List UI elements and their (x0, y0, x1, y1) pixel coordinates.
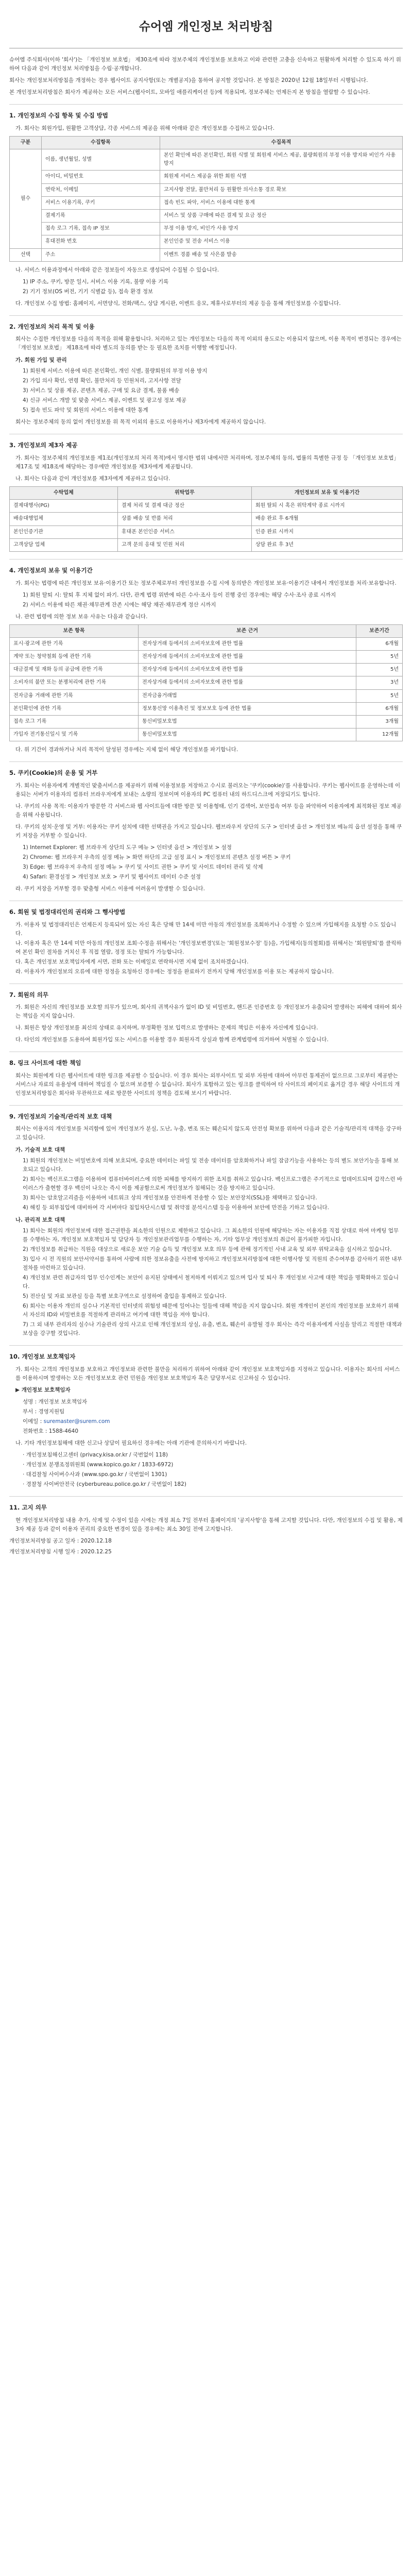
section-11-paragraph: 현 개인정보처리방침 내용 추가, 삭제 및 수정이 있을 시에는 개정 최소 7일 전부터 홈페이지의 '공지사항'을 통해 고지할 것입니다. 다만, 개인정보의 수집 및 활용, 제3자 제공 등과 같이 이용자 권리의 중요한 변경이 있을 경우에는 최소 30일 전에 고지합니다. (15, 1517, 403, 1532)
table-cell: 전자금융 거래에 관한 기록 (10, 689, 139, 702)
officer-dept: 경영지원팀 (38, 1409, 65, 1415)
section-divider (9, 104, 403, 105)
list-item: 1) 회원 탈퇴 시: 탈퇴 후 지체 없이 파기. 다만, 관계 법령 위반에 따른 수사·조사 등이 진행 중인 경우에는 해당 수사·조사 종료 시까지 (23, 591, 336, 598)
section-5-paragraph-2: 나. 쿠키의 사용 목적: 이용자가 방문한 각 서비스와 웹 사이트들에 대한 방문 및 이용형태, 인기 검색어, 보안접속 여부 등을 파악하여 이용자에게 최적화된 정보 제공을 위해 사용됩니다. (15, 803, 402, 818)
section-10-paragraph-1: 가. 회사는 고객의 개인정보를 보호하고 개인정보와 관련한 불만을 처리하기 위하여 아래와 같이 개인정보 보호책임자를 지정하고 있습니다. 이용자는 회사의 서비스를 이용하시며 발생하는 모든 개인정보보호 관련 민원을 개인정보 보호책임자 혹은 담당부서로 신고하실 수 있습니다. (15, 1366, 400, 1381)
section-7-title: 7. 회원의 의무 (9, 991, 48, 998)
list-item: 다. 혹은 개인정보 보호책임자에게 서면, 전화 또는 이메일로 연락하시면 지체 없이 조치하겠습니다. (15, 958, 249, 965)
table-cell: 전자상거래 등에서의 소비자보호에 관한 법률 (139, 664, 356, 676)
table-cell: 접속 로그 기록, 접속 IP 정보 (42, 223, 160, 235)
list-item: 2) 회사는 백신프로그램을 이용하여 컴퓨터바이러스에 의한 피해를 방지하기 위한 조치를 취하고 있습니다. 백신프로그램은 주기적으로 업데이트되며 갑작스런 바이러스가 출현할 경우 백신이 나오는 즉시 이를 제공함으로써 개인정보가 침해되는 것을 방지하고 있습니다. (23, 1176, 402, 1192)
technical-measures-list (9, 1157, 403, 1212)
list-item: 6) 회사는 이용자 개인의 실수나 기본적인 인터넷의 위험성 때문에 일어나는 일들에 대해 책임을 지지 않습니다. 회원 개개인이 본인의 개인정보를 보호하기 위해서 자신의 ID와 비밀번호를 적절하게 관리하고 여기에 대한 책임을 져야 합니다. (23, 1303, 399, 1318)
table-row (10, 702, 403, 715)
table-row (10, 183, 403, 196)
section-purpose (9, 322, 403, 427)
table-cell: 3개월 (356, 715, 403, 728)
agency-list (9, 1451, 403, 1489)
section-8-title: 8. 링크 사이트에 대한 책임 (9, 1059, 81, 1067)
section-1-paragraph: 가. 회사는 회원가입, 원활한 고객상담, 각종 서비스의 제공을 위해 아래와 같은 개인정보를 수집하고 있습니다. (15, 125, 275, 131)
table-cell: 서비스 이용기록, 쿠키 (42, 196, 160, 209)
table-row (10, 728, 403, 741)
table-cell: 계약 또는 청약철회 등에 관한 기록 (10, 650, 139, 663)
table-cell: 접속 로그 기록 (10, 715, 139, 728)
table-cell: 대금결제 및 재화 등의 공급에 관한 기록 (10, 664, 139, 676)
list-item: 나. 이용자 혹은 만 14세 미만 아동의 개인정보 조회·수정을 위해서는 '개인정보변경'(또는 '회원정보수정' 등)을, 가입해지(동의철회)를 위해서는 '회원탈퇴'를 클릭하여 본인 확인 절차를 거치신 후 직접 열람, 정정 또는 탈퇴가 가능합니다. (15, 940, 402, 955)
table-cell: 통신비밀보호법 (139, 728, 356, 741)
table-cell: 5년 (356, 689, 403, 702)
table-cell: 아이디, 비밀번호 (42, 171, 160, 183)
table-header-row (10, 136, 403, 149)
table-cell: 서비스 및 상품 구매에 따른 결제 및 요금 정산 (160, 210, 403, 223)
section-10-paragraph-2: 나. 기타 개인정보침해에 대한 신고나 상담이 필요하신 경우에는 아래 기관에 문의하시기 바랍니다. (15, 1440, 247, 1446)
effective-date-line (9, 1548, 403, 1556)
section-9-paragraph: 회사는 이용자의 개인정보를 처리함에 있어 개인정보가 분실, 도난, 누출, 변조 또는 훼손되지 않도록 안전성 확보를 위하여 다음과 같은 기술적/관리적 대책을 강구하고 있습니다. (15, 1126, 402, 1141)
table-cell: 배송대행업체 (10, 513, 118, 526)
section-11-title: 11. 고지 의무 (9, 1504, 47, 1511)
list-item: 2) 개인정보를 취급하는 직원을 대상으로 새로운 보안 기술 습득 및 개인정보 보호 의무 등에 관해 정기적인 사내 교육 및 외부 위탁교육을 실시하고 있습니다. (23, 1246, 392, 1253)
table-cell: 휴대전화 번호 (42, 235, 160, 248)
collection-items-table (9, 136, 403, 262)
agency-item: · 개인정보 분쟁조정위원회 (www.kopico.go.kr / 1833-6972) (23, 1462, 174, 1468)
officer-contact-list (9, 1398, 403, 1436)
list-item: 2) 기기 정보(OS 버전, 기기 식별값 등), 접속 환경 정보 (23, 288, 153, 295)
table-cell: 본인확인에 관한 기록 (10, 702, 139, 715)
section-9-title: 9. 개인정보의 기술적/관리적 보호 대책 (9, 1112, 112, 1120)
table-cell: 전자상거래 등에서의 소비자보호에 관한 법률 (139, 637, 356, 650)
table-cell: 이벤트 경품 배송 및 사은품 발송 (160, 248, 403, 261)
table-cell: 인증 완료 시까지 (252, 526, 403, 538)
table-row (10, 676, 403, 689)
table-cell: 전자상거래 등에서의 소비자보호에 관한 법률 (139, 650, 356, 663)
effective-date-label: 개인정보처리방침 시행 일자 : (9, 1548, 79, 1555)
officer-dept-label: 부서 : (23, 1409, 37, 1415)
intro-paragraph-3: 본 개인정보처리방침은 회사가 제공하는 모든 서비스(웹사이트, 모바일 애플리케이션 등)에 적용되며, 정보주체는 언제든지 본 방침을 열람할 수 있습니다. (9, 89, 370, 96)
table-cell: 이름, 생년월일, 성별 (42, 149, 160, 171)
retention-list (9, 591, 403, 609)
page-title: 슈어엠 개인정보 처리방침 (139, 20, 273, 33)
announce-date: 2020.12.18 (80, 1537, 112, 1544)
table-cell: 결제기록 (42, 210, 160, 223)
table-cell: 정보통신망 이용촉진 및 정보보호 등에 관한 법률 (139, 702, 356, 715)
table-cell: 결제 처리 및 결제 대금 정산 (118, 500, 252, 513)
agency-item: · 대검찰청 사이버수사과 (www.spo.go.kr / 국번없이 1301) (23, 1471, 167, 1478)
purpose-list (9, 367, 403, 415)
group-cell-required: 필수 (10, 149, 42, 249)
list-item: 라. 이용자가 개인정보의 오류에 대한 정정을 요청하신 경우에는 정정을 완료하기 전까지 당해 개인정보를 이용 또는 제공하지 않습니다. (15, 968, 334, 975)
list-item: 3) 서비스 및 상품 제공, 콘텐츠 제공, 구매 및 요금 결제, 물품 배송 (23, 387, 180, 394)
table-cell: 5년 (356, 664, 403, 676)
list-item: 1) 회원의 개인정보는 비밀번호에 의해 보호되며, 중요한 데이터는 파일 및 전송 데이터를 암호화하거나 파일 잠금기능을 사용하는 등의 별도 보안기능을 통해 보호되고 있습니다. (23, 1158, 399, 1173)
table-cell: 접속 빈도 파악, 서비스 이용에 대한 통계 (160, 196, 403, 209)
agency-item: · 경찰청 사이버안전국 (cyberbureau.police.go.kr / 국번없이 182) (23, 1481, 186, 1487)
section-3-paragraph-2: 나. 회사는 다음과 같이 개인정보를 제3자에게 제공하고 있습니다. (15, 476, 170, 482)
list-item: 5) 접속 빈도 파악 및 회원의 서비스 이용에 대한 통계 (23, 407, 148, 414)
table-row (10, 210, 403, 223)
section-1-note-2: 다. 개인정보 수집 방법: 홈페이지, 서면양식, 전화/팩스, 상담 게시판, 이벤트 응모, 제휴사로부터의 제공 등을 통해 개인정보를 수집합니다. (15, 300, 341, 307)
table-cell: 배송 완료 후 6개월 (252, 513, 403, 526)
officer-email-row (23, 1417, 403, 1426)
list-item: 4) 신규 서비스 개발 및 맞춤 서비스 제공, 이벤트 및 광고성 정보 제공 (23, 397, 186, 404)
table-cell: 3년 (356, 676, 403, 689)
table-cell: 부정 이용 방지, 비인가 사용 방지 (160, 223, 403, 235)
section-divider (9, 315, 403, 316)
section-3-paragraph-1: 가. 회사는 정보주체의 개인정보를 제1조(개인정보의 처리 목적)에서 명시한 범위 내에서만 처리하며, 정보주체의 동의, 법률의 특별한 규정 등 「개인정보 보호법」 제17조 및 제18조에 해당하는 경우에만 개인정보를 제3자에게 제공합니다. (15, 455, 399, 470)
table-cell: 회원제 서비스 제공을 위한 회원 식별 (160, 171, 403, 183)
table-row (10, 664, 403, 676)
section-2-paragraph: 회사는 수집한 개인정보를 다음의 목적을 위해 활용합니다. 처리하고 있는 개인정보는 다음의 목적 이외의 용도로는 이용되지 않으며, 이용 목적이 변경되는 경우에는 「개인정보 보호법」 제18조에 따라 별도의 동의를 받는 등 필요한 조치를 이행할 예정입니다. (15, 336, 402, 351)
table-row (10, 538, 403, 551)
table-cell: 6개월 (356, 702, 403, 715)
section-cookies (9, 768, 403, 893)
section-retention (9, 566, 403, 754)
table-cell: 상담 완료 후 3년 (252, 538, 403, 551)
section-third-party (9, 440, 403, 552)
table-cell: 고객 문의 응대 및 민원 처리 (118, 538, 252, 551)
intro-paragraph-2: 회사는 개인정보처리방침을 개정하는 경우 웹사이트 공지사항(또는 개별공지)을 통하여 공지할 것입니다. 본 방침은 2020년 12월 18일부터 시행됩니다. (9, 77, 368, 84)
table-header-cell: 개인정보의 보유 및 이용기간 (252, 487, 403, 500)
officer-name-row (23, 1398, 403, 1406)
table-cell: 회원 탈퇴 시 혹은 위탁계약 종료 시까지 (252, 500, 403, 513)
section-10-title: 10. 개인정보 보호책임자 (9, 1353, 76, 1361)
table-row (10, 248, 403, 261)
table-cell: 고지사항 전달, 불만처리 등 원활한 의사소통 경로 확보 (160, 183, 403, 196)
table-header-cell: 보존 항목 (10, 624, 139, 637)
table-cell: 주소 (42, 248, 160, 261)
section-7-paragraph-1: 가. 회원은 자신의 개인정보를 보호할 의무가 있으며, 회사의 귀책사유가 없이 ID 및 비밀번호, 핸드폰 인증번호 등 개인정보가 유출되어 발생하는 피해에 대하여 회사는 책임을 지지 않습니다. (15, 1004, 402, 1020)
section-2-closing: 회사는 정보주체의 동의 없이 개인정보를 위 목적 이외의 용도로 이용하거나 제3자에게 제공하지 않습니다. (15, 419, 266, 426)
officer-name-label: 성명 : (23, 1399, 37, 1405)
table-cell: 연락처, 이메일 (42, 183, 160, 196)
list-item: 3) 입사 시 전 직원의 보안서약서를 통하여 사람에 의한 정보유출을 사전에 방지하고 개인정보처리방침에 대한 이행사항 및 직원의 준수여부를 감사하기 위한 내부절차를 마련하고 있습니다. (23, 1256, 402, 1272)
table-cell: 전자상거래 등에서의 소비자보호에 관한 법률 (139, 676, 356, 689)
table-row (10, 689, 403, 702)
section-divider (9, 559, 403, 560)
section-4-paragraph-2: 나. 관련 법령에 의한 정보 보유 사유는 다음과 같습니다. (15, 613, 148, 620)
table-cell: 통신비밀보호법 (139, 715, 356, 728)
cookie-settings-list (9, 843, 403, 882)
table-cell: 결제대행사(PG) (10, 500, 118, 513)
table-cell: 6개월 (356, 637, 403, 650)
list-item: 5) 전산실 및 자료 보관실 등을 특별 보호구역으로 설정하여 출입을 통제하고 있습니다. (23, 1293, 227, 1300)
table-header-cell: 위탁업무 (118, 487, 252, 500)
administrative-measures-list (9, 1227, 403, 1338)
section-divider (9, 761, 403, 762)
agency-item: · 개인정보침해신고센터 (privacy.kisa.or.kr / 국번없이 118) (23, 1452, 168, 1458)
section-4-paragraph-1: 가. 회사는 법령에 따른 개인정보 보유·이용기간 또는 정보주체로부터 개인정보를 수집 시에 동의받은 개인정보 보유·이용기간 내에서 개인정보를 처리·보유합니다. (15, 580, 397, 586)
section-divider (9, 1345, 403, 1346)
officer-phone-label: 전화번호 : (23, 1428, 47, 1434)
section-8-paragraph: 회사는 회원에게 다른 웹사이트에 대한 링크를 제공할 수 있습니다. 이 경우 회사는 외부사이트 및 외부 자원에 대하여 아무런 통제권이 없으므로 그로부터 제공받는 서비스나 자료의 유용성에 대하여 책임질 수 없으며 보증할 수 없습니다. 회사가 포함하고 있는 링크를 클릭하여 타 사이트의 페이지로 옮겨갈 경우 해당 사이트의 개인정보처리방침은 회사와 무관하므로 새로 방문한 사이트의 정책을 검토해 보시기 바랍니다. (15, 1072, 400, 1096)
list-item: 2) Chrome: 웹 브라우저 우측의 설정 메뉴 > 화면 하단의 고급 설정 표시 > 개인정보의 콘텐츠 설정 버튼 > 쿠키 (23, 854, 291, 860)
table-header-cell: 보존 근거 (139, 624, 356, 637)
table-row (10, 637, 403, 650)
section-7-paragraph-3: 다. 타인의 개인정보를 도용하여 회원가입 또는 서비스를 이용할 경우 회원자격 상실과 함께 관계법령에 의거하여 처벌될 수 있습니다. (15, 1037, 329, 1043)
list-item: 1) 회사는 회원의 개인정보에 대한 접근권한을 최소한의 인원으로 제한하고 있습니다. 그 최소한의 인원에 해당하는 자는 이용자를 직접 상대로 하여 마케팅 업무를 수행하는 자, 개인정보 보호책임자 및 담당자 등 개인정보관리업무를 수행하는 자, 기타 업무상 개인정보의 취급이 불가피한 자입니다. (23, 1228, 399, 1243)
table-header-cell: 수탁업체 (10, 487, 118, 500)
officer-name: 개인정보 보호책임자 (38, 1399, 88, 1405)
section-member-duties (9, 990, 403, 1045)
section-6-title: 6. 회원 및 법정대리인의 권리와 그 행사방법 (9, 908, 126, 916)
table-row (10, 526, 403, 538)
retention-table (9, 624, 403, 742)
officer-heading: ▶ 개인정보 보호책임자 (15, 1387, 71, 1393)
table-header-row (10, 624, 403, 637)
table-header-cell: 수집항목 (42, 136, 160, 149)
table-cell: 5년 (356, 650, 403, 663)
section-2-title: 2. 개인정보의 처리 목적 및 이용 (9, 323, 95, 330)
list-item: 가. 이용자 및 법정대리인은 언제든지 등록되어 있는 자신 혹은 당해 만 14세 미만 아동의 개인정보를 조회하거나 수정할 수 있으며 가입해지를 요청할 수도 있습니다. (15, 921, 397, 937)
section-5-paragraph-3: 다. 쿠키의 설치·운영 및 거부: 이용자는 쿠키 설치에 대한 선택권을 가지고 있습니다. 웹브라우저 상단의 도구 > 인터넷 옵션 > 개인정보 메뉴의 옵션 설정을 통해 쿠키 저장을 거부할 수 있습니다. (15, 823, 402, 839)
table-row (10, 513, 403, 526)
table-cell: 표시·광고에 관한 기록 (10, 637, 139, 650)
table-cell: 고객상담 업체 (10, 538, 118, 551)
table-cell: 가입자 전기통신일시 및 기록 (10, 728, 139, 741)
section-divider (9, 1496, 403, 1497)
table-cell: 전자금융거래법 (139, 689, 356, 702)
announce-date-line (9, 1537, 403, 1546)
table-header-cell: 보존기간 (356, 624, 403, 637)
table-cell: 12개월 (356, 728, 403, 741)
section-9-subtitle-administrative: 나. 관리적 보호 대책 (15, 1217, 65, 1224)
table-cell: 휴대폰 본인인증 서비스 (118, 526, 252, 538)
table-row (10, 500, 403, 513)
section-9-subtitle-technical: 가. 기술적 보호 대책 (15, 1147, 65, 1154)
table-header-row (10, 487, 403, 500)
table-row (10, 149, 403, 171)
section-divider (9, 1105, 403, 1106)
table-row (10, 171, 403, 183)
list-item: 4) Safari: 환경설정 > 개인정보 보호 > 쿠키 및 웹사이트 데이터 수준 설정 (23, 873, 201, 880)
officer-phone-row (23, 1427, 403, 1436)
table-cell: 소비자의 불만 또는 분쟁처리에 관한 기록 (10, 676, 139, 689)
intro-paragraph-1: 슈어엠 주식회사(이하 '회사')는 「개인정보 보호법」 제30조에 따라 정보주체의 개인정보를 보호하고 이와 관련한 고충을 신속하고 원활하게 처리할 수 있도록 하기 위하여 다음과 같이 개인정보 처리방침을 수립·공개합니다. (9, 57, 401, 72)
section-privacy-officer (9, 1352, 403, 1489)
section-collection-items (9, 111, 403, 308)
section-2-subtitle: 가. 회원 가입 및 관리 (15, 357, 67, 364)
list-item: 4) 개인정보 관련 취급자의 업무 인수인계는 보안이 유지된 상태에서 철저하게 이뤄지고 있으며 입사 및 퇴사 후 개인정보 사고에 대한 책임을 명확화하고 있습니다. (23, 1275, 399, 1290)
list-item: 1) IP 주소, 쿠키, 방문 일시, 서비스 이용 기록, 불량 이용 기록 (23, 278, 169, 285)
section-7-paragraph-2: 나. 회원은 항상 개인정보를 최신의 상태로 유지하며, 부정확한 정보 입력으로 발생하는 문제의 책임은 이용자 자신에게 있습니다. (15, 1025, 318, 1031)
table-cell: 본인인증기관 (10, 526, 118, 538)
list-item: 2) 가입 의사 확인, 연령 확인, 불만처리 등 민원처리, 고지사항 전달 (23, 378, 181, 384)
table-cell: 본인인증 및 전송 서비스 이용 (160, 235, 403, 248)
section-rights (9, 907, 403, 976)
section-5-title: 5. 쿠키(Cookie)의 운용 및 거부 (9, 769, 98, 777)
list-item: 2) 서비스 이용에 따른 채권·채무관계 잔존 시에는 해당 채권·채무관계 정산 시까지 (23, 601, 216, 608)
table-row (10, 650, 403, 663)
section-4-title: 4. 개인정보의 보유 및 이용기간 (9, 566, 93, 574)
section-4-note: 다. 위 기간이 경과하거나 처리 목적이 달성된 경우에는 지체 없이 해당 개인정보를 파기합니다. (15, 747, 238, 753)
officer-phone: 1588-4640 (48, 1428, 79, 1434)
section-links (9, 1058, 403, 1098)
list-item: 3) 회사는 암호알고리즘을 이용하여 네트워크 상의 개인정보를 안전하게 전송할 수 있는 보안장치(SSL)를 채택하고 있습니다. (23, 1195, 317, 1201)
section-notice-duty (9, 1503, 403, 1556)
list-item: 3) Edge: 웹 브라우저 우측의 설정 메뉴 > 쿠키 및 사이트 권한 > 쿠키 및 사이트 데이터 관리 및 삭제 (23, 863, 263, 870)
table-header-cell: 수집목적 (160, 136, 403, 149)
table-cell: 본인 확인에 따른 본인확인, 회원 식별 및 회원제 서비스 제공, 불량회원의 부정 이용 방지와 비인가 사용 방지 (160, 149, 403, 171)
section-3-title: 3. 개인정보의 제3자 제공 (9, 442, 78, 449)
effective-date: 2020.12.25 (80, 1548, 112, 1555)
table-row (10, 223, 403, 235)
announce-date-label: 개인정보처리방침 공고 일자 : (9, 1537, 79, 1544)
list-item: 1) 회원제 서비스 이용에 따른 본인확인, 개인 식별, 불량회원의 부정 이용 방지 (23, 368, 208, 375)
table-cell: 상품 배송 및 반품 처리 (118, 513, 252, 526)
section-1-note-1: 나. 서비스 이용과정에서 아래와 같은 정보들이 자동으로 생성되어 수집될 수 있습니다. (15, 266, 219, 273)
section-1-title: 1. 개인정보의 수집 항목 및 수집 방법 (9, 112, 108, 120)
officer-email-label: 이메일 : (23, 1418, 42, 1425)
officer-email-link[interactable]: suremaster@surem.com (43, 1418, 110, 1425)
table-header-cell: 구분 (10, 136, 42, 149)
table-row (10, 715, 403, 728)
auto-collected-list (9, 278, 403, 296)
list-item: 7) 그 외 내부 관리자의 실수나 기술관리 상의 사고로 인해 개인정보의 상실, 유출, 변조, 훼손이 유발될 경우 회사는 즉각 이용자에게 사실을 알리고 적절한 대책과 보상을 강구할 것입니다. (23, 1321, 402, 1337)
section-security-measures (9, 1112, 403, 1338)
table-row (10, 235, 403, 248)
table-row (10, 196, 403, 209)
section-5-paragraph-1: 가. 회사는 이용자에게 개별적인 맞춤서비스를 제공하기 위해 이용정보를 저장하고 수시로 불러오는 '쿠키(cookie)'를 사용합니다. 쿠키는 웹사이트를 운영하는데 이용되는 서버가 이용자의 컴퓨터 브라우저에게 보내는 소량의 정보이며 이용자의 PC 컴퓨터 내의 하드디스크에 저장되기도 합니다. (15, 782, 401, 798)
group-cell-optional: 선택 (10, 248, 42, 261)
list-item: 1) Internet Explorer: 웹 브라우저 상단의 도구 메뉴 > 인터넷 옵션 > 개인정보 > 설정 (23, 844, 232, 851)
third-party-table (9, 486, 403, 552)
list-item: 4) 해킹 등 외부침입에 대비하여 각 서버마다 침입차단시스템 및 취약점 분석시스템 등을 이용하여 보안에 만전을 기하고 있습니다. (23, 1205, 329, 1211)
officer-dept-row (23, 1408, 403, 1416)
rights-list (9, 921, 403, 976)
section-5-paragraph-4: 라. 쿠키 저장을 거부할 경우 맞춤형 서비스 이용에 어려움이 발생할 수 있습니다. (15, 885, 205, 892)
